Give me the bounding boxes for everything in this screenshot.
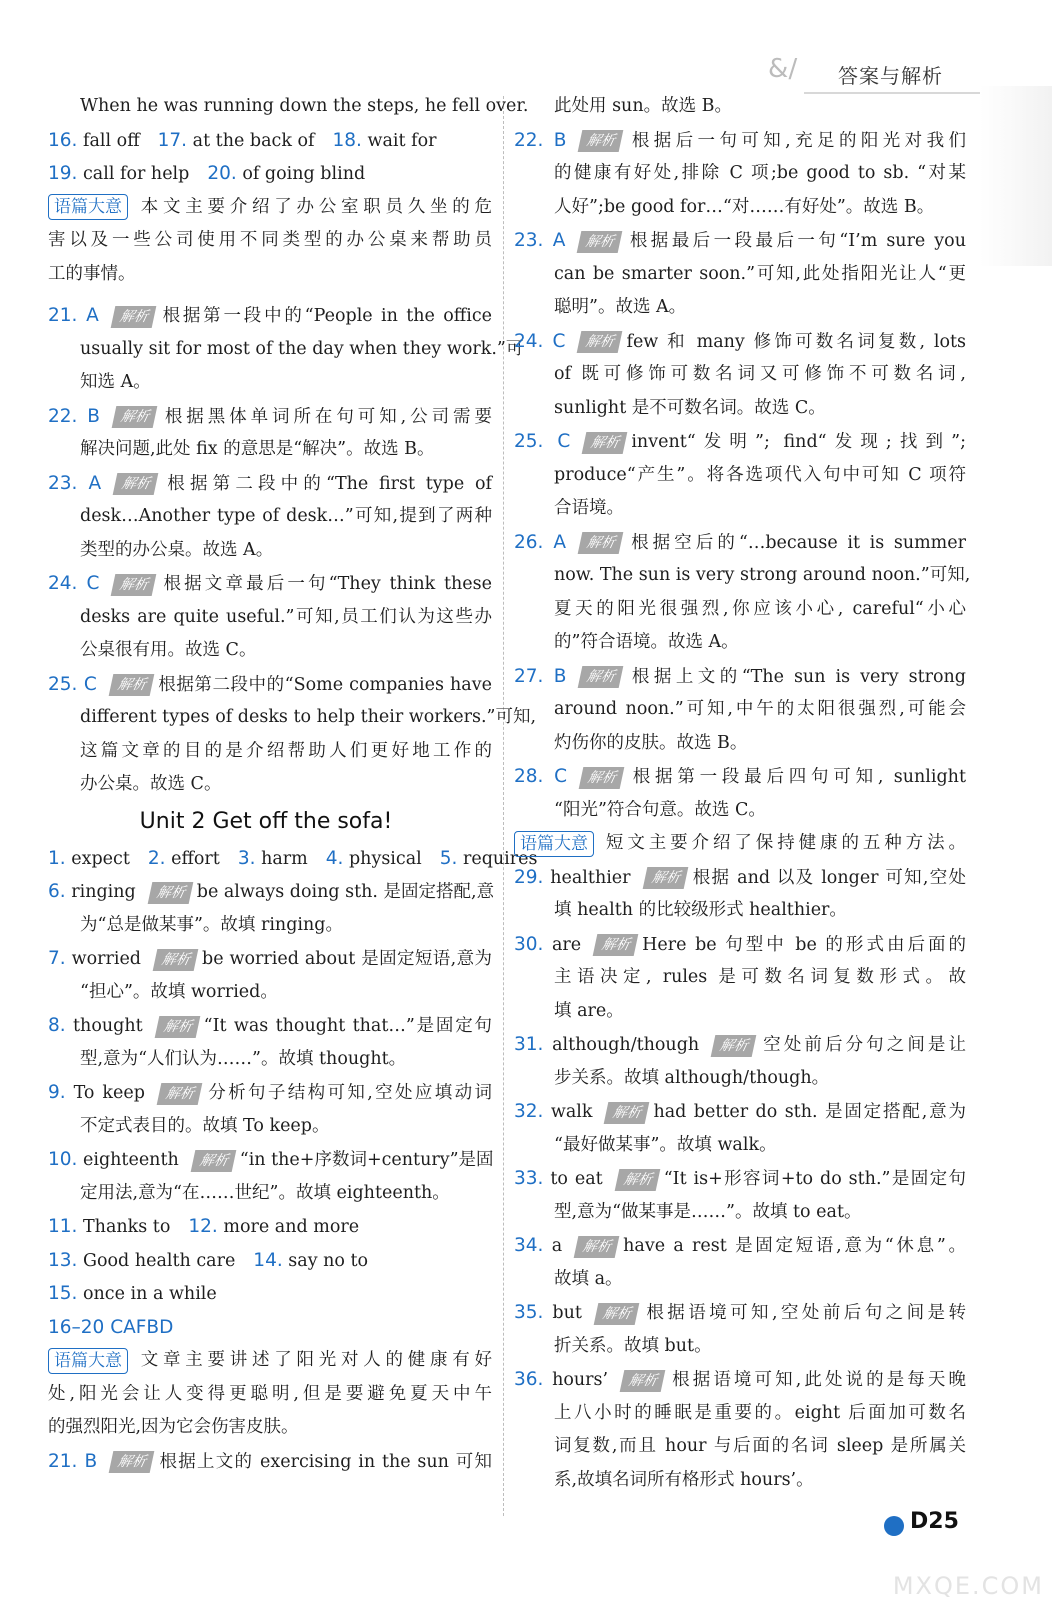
explanation-line: 填 are。 (554, 1000, 624, 1021)
explanation-line: 31. although/though 解析 空处前后分句之间是让 (514, 1034, 966, 1055)
explanation-line: 类型的办公桌。故选 A。 (80, 539, 274, 560)
analysis-tag: 解析 (111, 574, 157, 596)
explanation-line: 定用法,意为“在……世纪”。故填 eighteenth。 (80, 1182, 450, 1203)
explanation-line: 故填 a。 (554, 1268, 623, 1289)
analysis-tag: 解析 (582, 432, 628, 454)
explanation-line: 34. a 解析 have a rest 是固定短语,意为“休息”。 (514, 1235, 966, 1256)
explanation-line: 10. eighteenth 解析 “in the+序数词+century”是固 (48, 1149, 494, 1170)
explanation-line: usually sit for most of the day when they work.”可 (80, 338, 524, 359)
explanation-line: 系,故填名词所有格形式 hours’。 (554, 1469, 814, 1490)
explanation-line: “阳光”符合句意。故选 C。 (554, 799, 766, 820)
answer-text: of going blind (242, 164, 366, 184)
analysis-tag: 解析 (110, 306, 156, 328)
analysis-tag: 解析 (711, 1035, 757, 1057)
explanation-line: 夏天的阳光很强烈,你应该小心, careful“小心 (554, 598, 966, 619)
explanation-line: now. The sun is very strong around noon.”可知, (554, 565, 971, 585)
item-number: 19. (48, 163, 78, 184)
analysis-tag: 解析 (620, 1370, 666, 1392)
analysis-tag: 解析 (153, 949, 199, 971)
explanation-line: “担心”。故填 worried。 (80, 981, 278, 1002)
analysis-tag: 解析 (578, 666, 624, 688)
explanation-line: 型,意为“人们认为……”。故填 thought。 (80, 1048, 407, 1069)
answer-text: at the back of (192, 130, 315, 151)
explanation-line: 33. to eat 解析 “It is+形容词+to do sth.”是固定句 (514, 1168, 966, 1189)
explanation-line: desk…Another type of desk…”可知,提到了两种 (80, 506, 492, 526)
explanation-line: 26. A 解析 根据空后的“…because it is summer (514, 531, 966, 553)
explanation-line: 23. A 解析 根据第二段中的“The first type of (48, 472, 492, 494)
explanation-line: 28. C 解析 根据第一段最后四句可知, sunlight (514, 766, 966, 787)
answer-row: 13. Good health care 14. say no to (48, 1249, 369, 1271)
unit-title: Unit 2 Get off the sofa! (139, 808, 393, 834)
page-marker-icon (884, 1516, 904, 1536)
answer-row (40, 157, 492, 191)
explanation-line: 35. but 解析 根据语境可知,空处前后句之间是转 (514, 1302, 966, 1323)
analysis-tag: 解析 (614, 1169, 660, 1191)
explanation-line: 上八小时的睡眠是重要的。eight 后面加可数名 (554, 1402, 966, 1423)
explanation-line: 27. B 解析 根据上文的“The sun is very strong (514, 665, 966, 687)
explanation-line: 型,意为“做某事是……”。故填 to eat。 (554, 1201, 862, 1222)
explanation-line: 为“总是做某事”。故填 ringing。 (80, 914, 343, 935)
explanation-line: 步关系。故填 although/though。 (554, 1067, 830, 1088)
left-column (40, 90, 538, 1478)
explanation-line: 的健康有好处,排除 C 项;be good to sb. “对某 (554, 163, 966, 183)
analysis-tag: 解析 (154, 1016, 200, 1038)
page-number: D25 (910, 1509, 959, 1534)
explanation-line: 36. hours’ 解析 根据语境可知,此处说的是每天晚 (514, 1369, 966, 1390)
answer-text: fall off (83, 130, 140, 151)
explanation-line: 公桌很有用。故选 C。 (80, 640, 257, 660)
summary-line: 语篇大意 本文主要介绍了办公室职员久坐的危 (40, 191, 492, 225)
answer-row: 16–20 CAFBD (48, 1316, 174, 1338)
explanation-line: 聪明”。故选 A。 (554, 297, 687, 317)
analysis-tag: 解析 (593, 934, 639, 956)
header-decoration-icon: & / (768, 54, 794, 84)
explanation-line: desks are quite useful.”可知,员工们认为这些办 (80, 606, 492, 627)
analysis-tag: 解析 (147, 882, 193, 904)
analysis-tag: 解析 (578, 130, 624, 152)
explanation-line: sunlight 是不可数名词。故选 C。 (554, 397, 826, 418)
explanation-line: 填 health 的比较级形式 healthier。 (554, 900, 847, 920)
answer-text: call for help (83, 164, 190, 184)
explanation-line: 21. A 解析 根据第一段中的“People in the office (48, 305, 492, 326)
item-number: 17. (157, 129, 188, 151)
explanation-line: 词复数,而且 hour 与后面的名词 sleep 是所属关 (554, 1436, 966, 1456)
explanation-line: 24. C 解析 few 和 many 修饰可数名词复数, lots (514, 330, 966, 352)
explanation-line: different types of desks to help their workers.”可知, (80, 707, 537, 727)
analysis-tag: 解析 (190, 1150, 236, 1172)
explanation-line: 主语决定, rules 是可数名词复数形式。故 (554, 967, 966, 987)
summary-line: 语篇大意 短文主要介绍了保持健康的五种方法。 (514, 827, 966, 861)
explanation-line: 21. B 解析 根据上文的 exercising in the sun 可知 (48, 1450, 492, 1472)
summary-label: 语篇大意 (48, 1348, 128, 1374)
page-edge-shade (980, 86, 1052, 266)
explanation-line: 22. B 解析 根据黑体单词所在句可知,公司需要 (48, 405, 492, 427)
analysis-tag: 解析 (594, 1303, 640, 1325)
explanation-line: 6. ringing 解析 be always doing sth. 是固定搭配,意 (48, 881, 495, 902)
item-number: 24. C (48, 573, 100, 594)
analysis-tag: 解析 (577, 231, 623, 253)
summary-line: 语篇大意 文章主要讲述了阳光对人的健康有好 (40, 1344, 492, 1378)
analysis-tag: 解析 (109, 1451, 155, 1473)
explanation-line: 办公桌。故选 C。 (80, 774, 222, 794)
analysis-tag: 解析 (577, 331, 623, 353)
explanation-line: 合语境。 (554, 498, 624, 518)
right-column (514, 90, 971, 1497)
explanation-line: 此处用 sun。故选 B。 (554, 96, 733, 116)
explanation-line: 23. A 解析 根据最后一段最后一句“I’m sure you (514, 230, 966, 251)
analysis-tag: 解析 (642, 867, 688, 889)
item-number: 22. B (48, 405, 100, 427)
explanation-line: 解决问题,此处 fix 的意思是“解决”。故选 B。 (80, 439, 435, 459)
explanation-line: 灼伤你的皮肤。故选 B。 (554, 732, 748, 753)
explanation-line: 30. are 解析 Here be 句型中 be 的形式由后面的 (514, 933, 966, 955)
watermark: MXQE.COM (892, 1572, 1044, 1600)
item-number: 25. C (48, 673, 97, 695)
explanation-line: 32. walk 解析 had better do sth. 是固定搭配,意为 (514, 1101, 966, 1122)
explanation-line: 人好”;be good for…“对……有好处”。故选 B。 (554, 196, 935, 217)
explanation-line: 折关系。故填 but。 (554, 1335, 712, 1356)
explanation-line: 不定式表目的。故填 To keep。 (80, 1115, 330, 1136)
explanation-line: around noon.”可知,中午的太阳很强烈,可能会 (554, 699, 966, 719)
analysis-tag: 解析 (108, 674, 154, 696)
summary-label: 语篇大意 (48, 194, 128, 220)
analysis-tag: 解析 (112, 406, 158, 428)
explanation-line: 8. thought 解析 “It was thought that…”是固定句 (48, 1015, 492, 1036)
explanation-line: 的”符合语境。故选 A。 (554, 632, 739, 652)
explanation-line: 22. B 解析 根据后一句可知,充足的阳光对我们 (514, 129, 966, 151)
item-number: 23. A (48, 472, 102, 494)
explanation-line: of 既可修饰可数名词又可修饰不可数名词, (554, 364, 966, 384)
answer-row: 11. Thanks to 12. more and more (48, 1216, 360, 1237)
explanation-line: 知选 A。 (80, 372, 151, 392)
explanation-line: can be smarter soon.”可知,此处指阳光让人“更 (554, 263, 966, 284)
analysis-tag: 解析 (574, 1236, 620, 1258)
explanation-line: 7. worried 解析 be worried about 是固定短语,意为 (48, 948, 492, 969)
page-footer (884, 1504, 994, 1544)
item-number: 16. (48, 129, 78, 151)
answer-row: 15. once in a while (48, 1283, 217, 1304)
item-number: 20. (207, 163, 237, 184)
summary-line: 害以及一些公司使用不同类型的办公桌来帮助员 (48, 230, 492, 250)
analysis-tag: 解析 (579, 767, 625, 789)
answer-text: wait for (367, 130, 437, 151)
summary-label: 语篇大意 (514, 831, 594, 857)
analysis-tag: 解析 (113, 473, 159, 495)
explanation-line: 24. C 解析 根据文章最后一句“They think these (48, 573, 492, 594)
column-divider (503, 96, 504, 1516)
explanation-line: 9. To keep 解析 分析句子结构可知,空处应填动词 (48, 1082, 492, 1103)
analysis-tag: 解析 (604, 1102, 650, 1124)
header-title: 答案与解析 (838, 64, 943, 88)
summary-line: 的强烈阳光,因为它会伤害皮肤。 (48, 1417, 299, 1437)
analysis-tag: 解析 (578, 532, 624, 554)
item-number: 18. (332, 129, 362, 151)
answer-row (40, 124, 492, 158)
answer-row: 1. expect 2. effort 3. harm 4. physical 5. requires (48, 847, 538, 869)
explanation-line: “最好做某事”。故填 walk。 (554, 1134, 777, 1155)
explanation-line: 25. C 解析 invent“发明”; find“发现;找到”; (514, 431, 966, 452)
answer-line: When he was running down the steps, he fell over. (80, 96, 529, 116)
explanation-line: 29. healthier 解析 根据 and 以及 longer 可知,空处 (514, 866, 966, 888)
analysis-tag: 解析 (157, 1083, 203, 1105)
summary-line: 处,阳光会让人变得更聪明,但是要避免夏天中午 (48, 1383, 492, 1404)
explanation-line: produce“产生”。将各选项代入句中可知 C 项符 (554, 464, 966, 485)
summary-line: 工的事情。 (48, 263, 136, 284)
explanation-line: 25. C 解析 根据第二段中的“Some companies have (48, 673, 492, 695)
explanation-line: 这篇文章的目的是介绍帮助人们更好地工作的 (80, 740, 492, 761)
item-number: 21. A (48, 305, 99, 326)
